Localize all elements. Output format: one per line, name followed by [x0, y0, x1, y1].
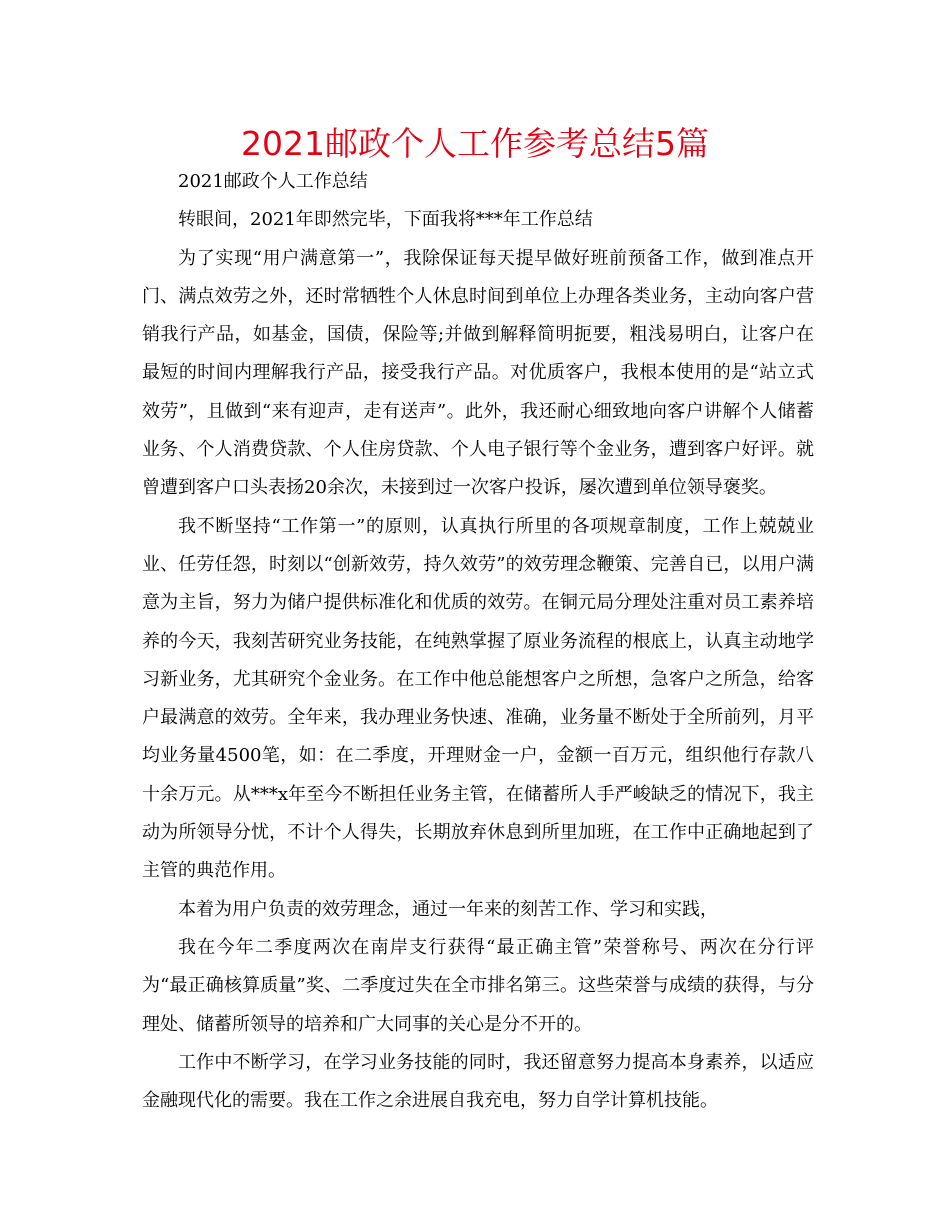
body-paragraph: 我在今年二季度两次在南岸支行获得“最正确主管”荣誉称号、两次在分行评为“最正确核算质量”奖、二季度过失在全市排名第三。这些荣誉与成绩的获得，与分理处、储蓄所领导的培养和广大同事的关心是分不开的。	[142, 936, 814, 1035]
document-title: 2021邮政个人工作参考总结5篇	[241, 124, 709, 163]
document-body	[142, 163, 814, 1120]
body-paragraph: 转眼间，2021年即然完毕，下面我将***年工作总结	[178, 209, 593, 231]
body-paragraph: 我不断坚持“工作第一”的原则，认真执行所里的各项规章制度，工作上兢兢业业、任劳任怨，时刻以“创新效劳，持久效劳”的效劳理念鞭策、完善自已，以用户满意为主旨，努力为储户提供标准化和优质的效劳。在铜元局分理处注重对员工素养培养的今天，我刻苦研究业务技能，在纯熟掌握了原业务流程的根底上，认真主动地学习新业务，尤其研究个金业务。在工作中他总能想客户之所想，急客户之所急，给客户最满意的效劳。全年来，我办理业务快速、准确，业务量不断处于全所前列，月平均业务量4500笔，如：在二季度，开理财金一户，金额一百万元，组织他行存款八十余万元。从***x年至今不断担任业务主管，在储蓄所人手严峻缺乏的情况下，我主动为所领导分忧，不计个人得失，长期放弃休息到所里加班，在工作中正确地起到了主管的典范作用。	[142, 515, 814, 882]
body-paragraph: 工作中不断学习，在学习业务技能的同时，我还留意努力提高本身素养，以适应金融现代化的需要。我在工作之余进展自我充电，努力自学计算机技能。	[142, 1051, 814, 1112]
body-paragraph: 2021邮政个人工作总结	[178, 171, 368, 192]
body-paragraph: 为了实现“用户满意第一”，我除保证每天提早做好班前预备工作，做到准点开门、满点效劳之外，还时常牺牲个人休息时间到单位上办理各类业务，主动向客户营销我行产品，如基金，国债，保险等;并做到解释简明扼要，粗浅易明白，让客户在最短的时间内理解我行产品，接受我行产品。对优质客户，我根本使用的是“站立式效劳”，且做到“来有迎声，走有送声”。此外，我还耐心细致地向客户讲解个人储蓄业务、个人消费贷款、个人住房贷款、个人电子银行等个金业务，遭到客户好评。就曾遭到客户口头表扬20余次，未接到过一次客户投诉，屡次遭到单位领导褒奖。	[142, 247, 814, 499]
body-paragraph: 本着为用户负责的效劳理念，通过一年来的刻苦工作、学习和实践，	[178, 898, 718, 920]
